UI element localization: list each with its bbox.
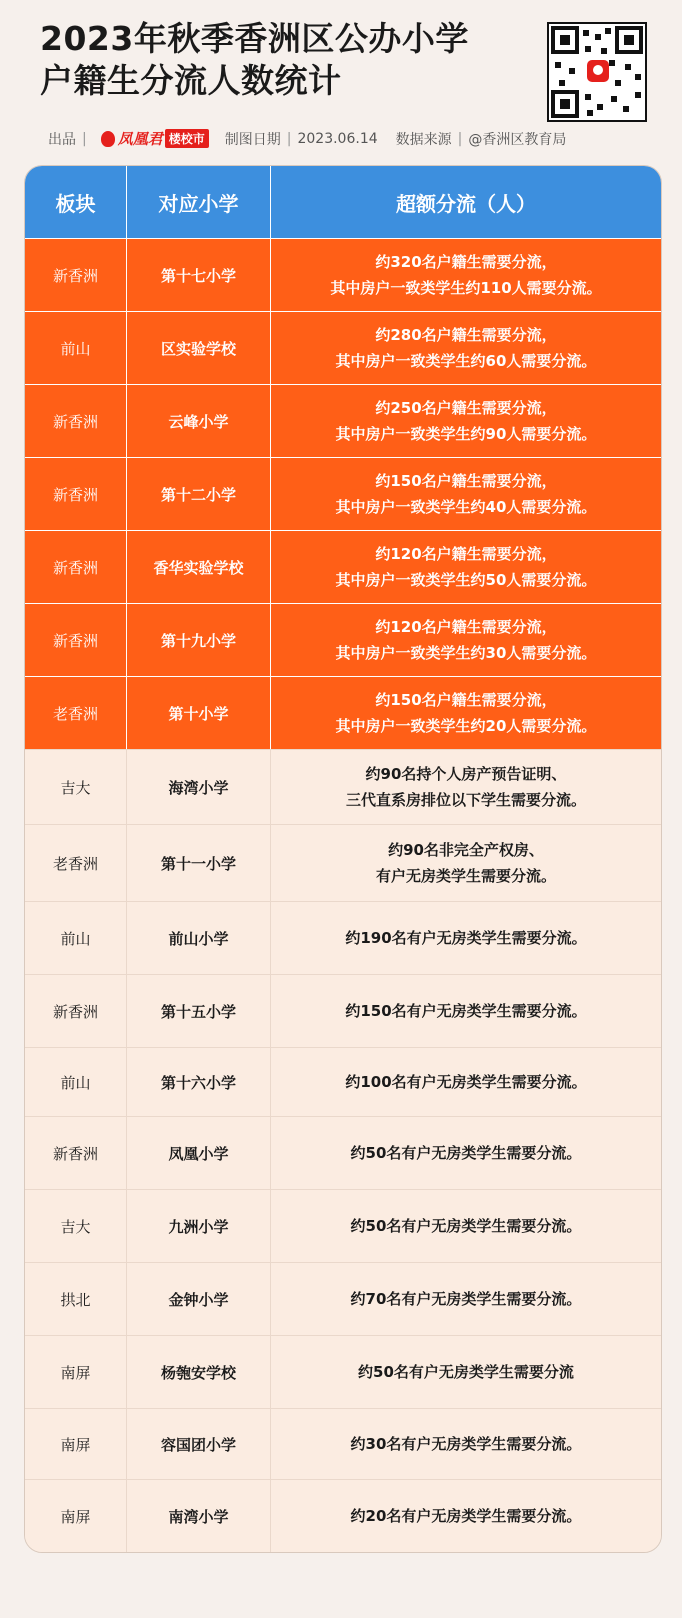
cell-overflow bbox=[271, 604, 661, 676]
cell-school: 前山小学 bbox=[127, 902, 271, 974]
cell-school: 香华实验学校 bbox=[127, 531, 271, 603]
overflow-line-1: 约150名有户无房类学生需要分流。 bbox=[345, 1002, 587, 1020]
overflow-line-1: 约70名有户无房类学生需要分流。 bbox=[350, 1290, 582, 1308]
brand-tag: 楼校市 bbox=[165, 129, 209, 148]
cell-overflow bbox=[271, 1480, 661, 1552]
table-row bbox=[25, 457, 661, 530]
brand-name: 凤凰君 bbox=[117, 130, 163, 148]
qr-code bbox=[547, 22, 647, 122]
cell-overflow bbox=[271, 385, 661, 457]
cell-overflow bbox=[271, 1409, 661, 1479]
cell-area: 新香洲 bbox=[25, 239, 127, 311]
cell-area: 南屏 bbox=[25, 1409, 127, 1479]
table-row bbox=[25, 603, 661, 676]
cell-overflow bbox=[271, 1048, 661, 1116]
table-row bbox=[25, 749, 661, 824]
table-row bbox=[25, 974, 661, 1047]
cell-school: 第十小学 bbox=[127, 677, 271, 749]
table-row bbox=[25, 1408, 661, 1479]
cell-area: 吉大 bbox=[25, 1190, 127, 1262]
table-row bbox=[25, 1116, 661, 1189]
overflow-line-1: 约50名有户无房类学生需要分流。 bbox=[350, 1217, 582, 1235]
overflow-line-1: 约150名户籍生需要分流， bbox=[375, 691, 557, 709]
overflow-line-1: 约320名户籍生需要分流， bbox=[375, 253, 557, 271]
cell-school: 第十二小学 bbox=[127, 458, 271, 530]
overflow-line-2: 其中房户一致类学生约20人需要分流。 bbox=[335, 717, 597, 735]
cell-overflow bbox=[271, 458, 661, 530]
title-line-2: 户籍生分流人数统计 bbox=[40, 61, 342, 100]
table-row bbox=[25, 1335, 661, 1408]
cell-overflow bbox=[271, 531, 661, 603]
table-row bbox=[25, 676, 661, 749]
cell-area: 新香洲 bbox=[25, 531, 127, 603]
overflow-line-1: 约50名有户无房类学生需要分流 bbox=[358, 1363, 574, 1381]
overflow-line-2: 其中房户一致类学生约110人需要分流。 bbox=[330, 279, 602, 297]
cell-school: 第十九小学 bbox=[127, 604, 271, 676]
overflow-line-2: 有户无房类学生需要分流。 bbox=[375, 867, 556, 885]
overflow-line-2: 其中房户一致类学生约40人需要分流。 bbox=[335, 498, 597, 516]
cell-overflow bbox=[271, 239, 661, 311]
table-row bbox=[25, 311, 661, 384]
cell-area: 新香洲 bbox=[25, 385, 127, 457]
cell-overflow bbox=[271, 1117, 661, 1189]
overflow-line-1: 约100名有户无房类学生需要分流。 bbox=[345, 1073, 587, 1091]
cell-school: 云峰小学 bbox=[127, 385, 271, 457]
phoenix-icon bbox=[101, 131, 115, 147]
overflow-line-2: 其中房户一致类学生约90人需要分流。 bbox=[335, 425, 597, 443]
source-value: @香洲区教育局 bbox=[468, 131, 567, 148]
overflow-line-1: 约280名户籍生需要分流， bbox=[375, 326, 557, 344]
cell-area: 新香洲 bbox=[25, 604, 127, 676]
overflow-line-1: 约90名持个人房产预告证明、 bbox=[365, 765, 567, 783]
table-row bbox=[25, 1262, 661, 1335]
diversion-table bbox=[24, 165, 662, 1553]
cell-overflow bbox=[271, 902, 661, 974]
date-label: 制图日期 bbox=[224, 131, 281, 148]
cell-school: 杨匏安学校 bbox=[127, 1336, 271, 1408]
cell-school: 凤凰小学 bbox=[127, 1117, 271, 1189]
overflow-line-1: 约150名户籍生需要分流， bbox=[375, 472, 557, 490]
overflow-line-1: 约120名户籍生需要分流， bbox=[375, 618, 557, 636]
table-row bbox=[25, 1047, 661, 1116]
meta-line bbox=[48, 128, 566, 149]
cell-school: 第十七小学 bbox=[127, 239, 271, 311]
overflow-line-1: 约250名户籍生需要分流， bbox=[375, 399, 557, 417]
page-title bbox=[40, 18, 469, 102]
cell-school: 第十六小学 bbox=[127, 1048, 271, 1116]
overflow-line-1: 约90名非完全产权房、 bbox=[388, 841, 544, 859]
header-area: 板块 bbox=[25, 166, 127, 238]
table-header bbox=[25, 166, 661, 238]
separator: | bbox=[457, 130, 463, 147]
cell-overflow bbox=[271, 312, 661, 384]
overflow-line-1: 约190名有户无房类学生需要分流。 bbox=[345, 929, 587, 947]
header-school: 对应小学 bbox=[127, 166, 271, 238]
cell-overflow bbox=[271, 975, 661, 1047]
brand-logo bbox=[101, 128, 209, 149]
table-row bbox=[25, 238, 661, 311]
cell-area: 前山 bbox=[25, 902, 127, 974]
cell-school: 区实验学校 bbox=[127, 312, 271, 384]
table-row bbox=[25, 530, 661, 603]
cell-area: 南屏 bbox=[25, 1336, 127, 1408]
date-value: 2023.06.14 bbox=[297, 130, 378, 147]
producer-label: 出品 bbox=[48, 131, 76, 148]
cell-school: 容国团小学 bbox=[127, 1409, 271, 1479]
cell-area: 拱北 bbox=[25, 1263, 127, 1335]
cell-overflow bbox=[271, 825, 661, 901]
cell-overflow bbox=[271, 1190, 661, 1262]
overflow-line-1: 约30名有户无房类学生需要分流。 bbox=[350, 1435, 582, 1453]
overflow-line-1: 约120名户籍生需要分流， bbox=[375, 545, 557, 563]
table-row bbox=[25, 1479, 661, 1552]
overflow-line-2: 其中房户一致类学生约30人需要分流。 bbox=[335, 644, 597, 662]
cell-area: 前山 bbox=[25, 312, 127, 384]
cell-area: 新香洲 bbox=[25, 458, 127, 530]
table-row bbox=[25, 1189, 661, 1262]
overflow-line-2: 三代直系房排位以下学生需要分流。 bbox=[345, 791, 586, 809]
cell-school: 南湾小学 bbox=[127, 1480, 271, 1552]
cell-area: 南屏 bbox=[25, 1480, 127, 1552]
cell-overflow bbox=[271, 677, 661, 749]
table-body bbox=[25, 238, 661, 1552]
cell-overflow bbox=[271, 750, 661, 824]
cell-overflow bbox=[271, 1263, 661, 1335]
cell-overflow bbox=[271, 1336, 661, 1408]
header-overflow: 超额分流（人） bbox=[396, 191, 536, 216]
cell-area: 老香洲 bbox=[25, 677, 127, 749]
cell-school: 海湾小学 bbox=[127, 750, 271, 824]
overflow-line-2: 其中房户一致类学生约50人需要分流。 bbox=[335, 571, 597, 589]
table-row bbox=[25, 384, 661, 457]
cell-area: 老香洲 bbox=[25, 825, 127, 901]
cell-area: 新香洲 bbox=[25, 975, 127, 1047]
cell-area: 吉大 bbox=[25, 750, 127, 824]
cell-school: 金钟小学 bbox=[127, 1263, 271, 1335]
table-row bbox=[25, 901, 661, 974]
cell-area: 新香洲 bbox=[25, 1117, 127, 1189]
cell-school: 第十一小学 bbox=[127, 825, 271, 901]
source-label: 数据来源 bbox=[395, 131, 452, 148]
title-line-1: 2023年秋季香洲区公办小学 bbox=[40, 19, 469, 58]
cell-area: 前山 bbox=[25, 1048, 127, 1116]
overflow-line-1: 约50名有户无房类学生需要分流。 bbox=[350, 1144, 582, 1162]
overflow-line-2: 其中房户一致类学生约60人需要分流。 bbox=[335, 352, 597, 370]
cell-school: 九洲小学 bbox=[127, 1190, 271, 1262]
page-header bbox=[0, 0, 682, 165]
cell-school: 第十五小学 bbox=[127, 975, 271, 1047]
separator: | bbox=[82, 130, 87, 147]
separator: | bbox=[286, 130, 292, 147]
overflow-line-1: 约20名有户无房类学生需要分流。 bbox=[350, 1507, 582, 1525]
table-row bbox=[25, 824, 661, 901]
